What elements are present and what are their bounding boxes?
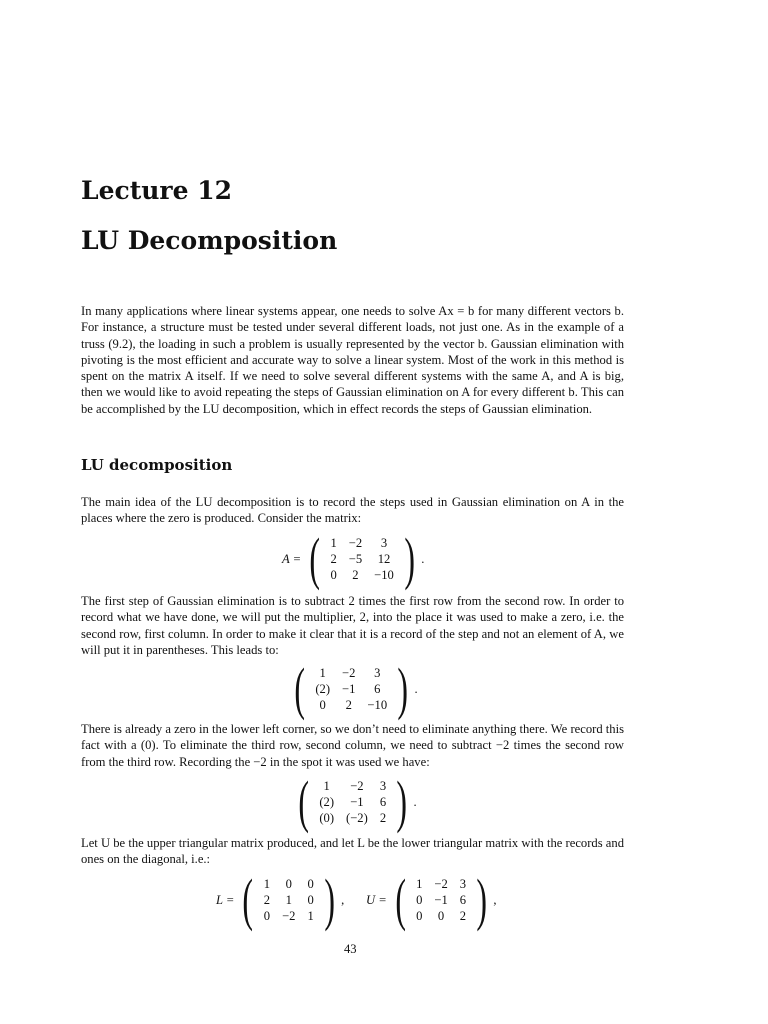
- matrix-cell: −2: [342, 666, 356, 680]
- matrix-cell: −5: [348, 552, 363, 566]
- right-paren: ): [396, 769, 408, 834]
- matrix-A-equation: [282, 526, 425, 591]
- matrix-cell: −2: [348, 536, 363, 550]
- matrix-L: [258, 876, 320, 924]
- matrix-cell: 1: [330, 536, 337, 550]
- left-paren: (: [294, 656, 305, 721]
- section-heading: LU decomposition: [81, 456, 233, 474]
- matrix-cell: 2: [379, 811, 387, 825]
- matrix-step2-trail: .: [413, 794, 417, 809]
- left-paren: (: [242, 867, 254, 932]
- page-number: 43: [344, 942, 357, 956]
- matrix-row: [410, 876, 472, 892]
- matrix-cell: −2: [434, 877, 448, 891]
- matrix-step1-trail: .: [414, 681, 418, 696]
- matrix-row: [313, 810, 392, 826]
- paragraph-4: Let U be the upper triangular matrix produced, and let L be the lower triangular matrix with the records and ones on the diagonal, i.e.:: [81, 836, 624, 867]
- matrix-row: [309, 697, 393, 713]
- right-paren: ): [476, 867, 488, 932]
- matrix-L-lhs: L =: [216, 892, 235, 907]
- chapter-label: Lecture 12: [81, 176, 233, 205]
- left-paren: (: [309, 526, 321, 591]
- matrix-cell: 1: [323, 779, 330, 793]
- matrix-cell: 0: [416, 909, 423, 923]
- matrix-cell: 1: [285, 893, 292, 907]
- matrix-A-lhs: A =: [282, 551, 302, 566]
- matrix-row: [313, 794, 392, 810]
- matrix-step1-equation: [290, 656, 418, 721]
- intro-paragraph: In many applications where linear systems appear, one needs to solve Ax = b for many different vectors b. For instance, a structure must be tested under several different loads, not just one. As in the example of a truss (9.2), the loading in such a problem is usually represented by the vector b. Gaussian elimination with pivoting is the most efficient and accurate way to solve a linear system. Most of the work in this method is spent on the matrix A itself. If we need to solve several different systems with the same A, and A is big, then we would like to avoid repeating the steps of Gaussian elimination on A for every different b. This can be accomplished by the LU decomposition, which in effect records the steps of Gaussian elimination.: [81, 304, 624, 416]
- matrix-cell: −2: [350, 779, 364, 793]
- matrix-cell: 2: [263, 893, 271, 907]
- matrix-cell: −1: [342, 682, 356, 696]
- matrix-cell: 6: [459, 893, 467, 907]
- matrix-cell: (2): [315, 682, 331, 696]
- matrix-cell: 6: [379, 795, 387, 809]
- matrix-row: [309, 681, 393, 697]
- matrix-A-trail: .: [421, 551, 425, 566]
- matrix-cell: 0: [416, 893, 423, 907]
- matrix-L-trail: ,: [341, 892, 345, 907]
- right-paren: ): [324, 867, 335, 932]
- matrix-cell: 1: [319, 666, 326, 680]
- matrix-cell: 2: [459, 909, 467, 923]
- matrix-U-equation: [366, 867, 497, 932]
- left-paren: (: [395, 867, 406, 932]
- matrix-cell: 2: [330, 552, 337, 566]
- paragraph-1: The main idea of the LU decomposition is to record the steps used in Gaussian elimination on A in the places where the zero is produced. Consider the matrix:: [81, 495, 624, 526]
- matrix-row: [309, 665, 393, 681]
- matrix-cell: (2): [319, 795, 335, 809]
- matrix-cell: 0: [263, 909, 271, 923]
- matrix-cell: 0: [319, 698, 326, 712]
- matrix-cell: 0: [330, 568, 337, 582]
- matrix-L-equation: [216, 867, 345, 932]
- matrix-cell: 0: [307, 877, 314, 891]
- matrix-cell: −10: [374, 568, 394, 582]
- matrix-row: [313, 778, 392, 794]
- matrix-row: [324, 567, 399, 583]
- matrix-cell: 3: [379, 779, 387, 793]
- matrix-row: [324, 551, 399, 567]
- paragraph-2: The first step of Gaussian elimination is to subtract 2 times the first row from the second row. In order to record what we have done, we will put the multiplier, 2, into the place it was used to make a zero, i.e. the second row, first column. In order to make it clear that it is a record of the step and not an element of A, we will put it in parentheses. This leads to:: [81, 594, 624, 657]
- matrix-cell: −2: [282, 909, 296, 923]
- matrix-U-trail: ,: [493, 892, 497, 907]
- matrix-U: [410, 876, 472, 924]
- matrix-cell: −1: [350, 795, 364, 809]
- right-paren: ): [397, 656, 409, 721]
- matrix-row: [258, 892, 320, 908]
- matrix-cell: (−2): [346, 811, 368, 825]
- right-paren: ): [404, 526, 415, 591]
- matrix-cell: 3: [459, 877, 467, 891]
- matrix-cell: 12: [377, 552, 391, 566]
- matrix-cell: 3: [374, 666, 381, 680]
- matrix-U-lhs: U =: [366, 892, 387, 907]
- matrix-row: [324, 535, 399, 551]
- matrix-cell: 6: [374, 682, 381, 696]
- matrix-cell: −10: [367, 698, 388, 712]
- matrix-cell: 0: [285, 877, 292, 891]
- matrix-cell: −1: [434, 893, 448, 907]
- matrix-cell: 1: [263, 877, 271, 891]
- matrix-row: [410, 908, 472, 924]
- matrix-cell: 0: [307, 893, 314, 907]
- matrix-row: [258, 908, 320, 924]
- left-paren: (: [298, 769, 309, 834]
- matrix-cell: 3: [380, 536, 388, 550]
- matrix-step1: [309, 665, 393, 713]
- matrix-step2: [313, 778, 392, 826]
- matrix-cell: 1: [416, 877, 423, 891]
- matrix-cell: 0: [437, 909, 445, 923]
- matrix-A: [324, 535, 399, 583]
- matrix-row: [258, 876, 320, 892]
- paragraph-3: There is already a zero in the lower left corner, so we don’t need to eliminate anything there. We record this fact with a (0). To eliminate the third row, second column, we need to subtract −2 times the second row from the third row. Recording the −2 in the spot it was used we have:: [81, 722, 624, 769]
- matrix-step2-equation: [294, 769, 417, 834]
- matrix-cell: 1: [307, 909, 314, 923]
- matrix-cell: 2: [352, 568, 359, 582]
- matrix-cell: 2: [345, 698, 352, 712]
- lecture-title: LU Decomposition: [81, 226, 338, 255]
- matrix-row: [410, 892, 472, 908]
- matrix-cell: (0): [319, 811, 335, 825]
